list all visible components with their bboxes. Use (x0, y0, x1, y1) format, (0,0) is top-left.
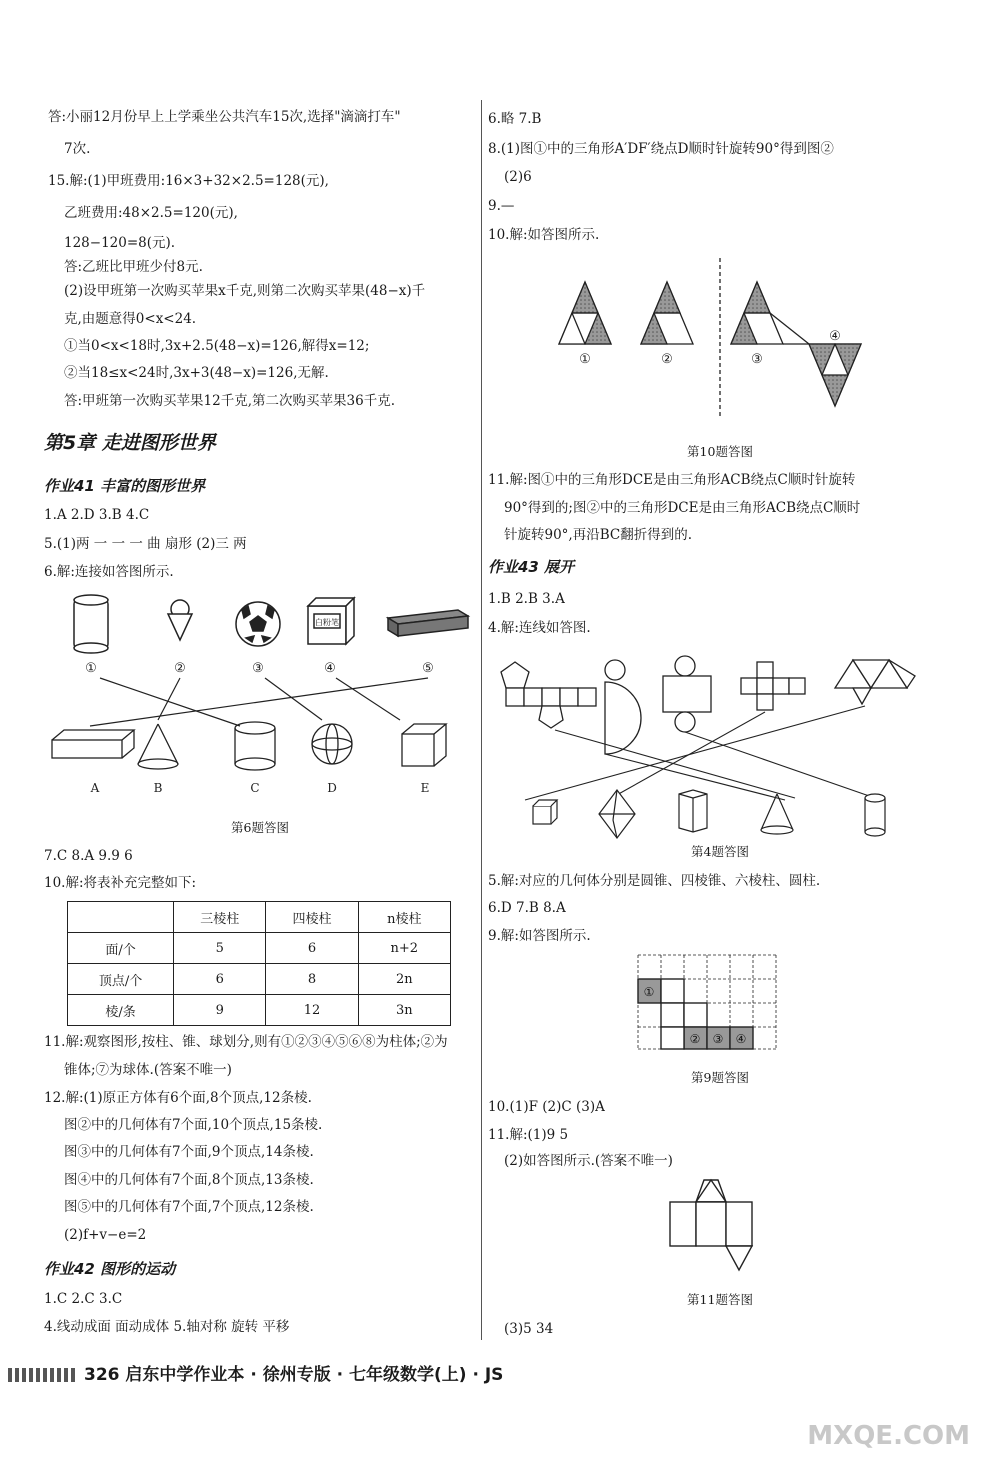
answer-line: 12.解:(1)原正方体有6个面,8个顶点,12条棱. (44, 1090, 312, 1106)
answer-line: 6.解:连接如答图所示. (44, 564, 174, 580)
net-cube (741, 662, 805, 710)
fig10-label-2: ② (661, 352, 673, 367)
small-cube-shape (533, 800, 557, 824)
fig9-label-3: ③ (712, 1032, 724, 1046)
net-cone (605, 660, 641, 754)
label-c: C (250, 781, 260, 795)
answer-line: 答:甲班第一次购买苹果12千克,第二次购买苹果36千克. (64, 393, 395, 409)
label-circle-3: ③ (252, 661, 264, 676)
answer-line: 10.解:将表补充完整如下: (44, 875, 197, 891)
table-row (68, 964, 451, 995)
net-cylinder (663, 656, 711, 732)
table-header-cell (68, 902, 174, 933)
fig10-label-1: ① (579, 352, 591, 367)
answer-line: 5.(1)两 一 一 一 曲 扇形 (2)三 两 (44, 536, 247, 552)
table-cell: 12 (266, 995, 358, 1026)
fig10-label-4: ④ (829, 329, 841, 344)
table-row (68, 995, 451, 1026)
svg-text:白粉笔: 白粉笔 (315, 618, 339, 627)
answer-line: 锥体;⑦为球体.(答案不唯一) (64, 1062, 232, 1078)
table-cell: 6 (174, 964, 266, 995)
top-trapezoid (696, 1180, 726, 1202)
answer-line: 6.略 7.B (488, 111, 542, 127)
soccer-ball-icon (236, 602, 280, 646)
answer-line: 8.(1)图①中的三角形A′DF′绕点D顺时针旋转90°得到图② (488, 141, 834, 157)
figure-11-caption: 第11题答图 (687, 1292, 753, 1307)
cuboid-shape (52, 730, 134, 758)
table-cell: 6 (266, 933, 358, 964)
answer-line: 针旋转90°,再沿BC翻折得到的. (504, 527, 693, 543)
figure-6 (40, 592, 480, 807)
connection-lines (525, 706, 875, 800)
section-title-hw42: 作业42 图形的运动 (44, 1260, 176, 1278)
chalk-box-icon (308, 598, 354, 644)
ice-cream-cone-icon (168, 600, 192, 640)
cylinder-jar-icon (74, 595, 108, 653)
answer-line: (2)6 (504, 169, 532, 185)
answer-line: 90°得到的;图②中的三角形DCE是由三角形ACB绕点C顺时 (504, 500, 861, 516)
answer-line: 11.解:观察图形,按柱、锥、球划分,则有①②③④⑤⑥⑧为柱体;②为 (44, 1034, 448, 1050)
label-e: E (420, 781, 430, 795)
answer-line: 7次. (64, 141, 91, 157)
label-circle-2: ② (174, 661, 186, 676)
label-b: B (153, 781, 163, 795)
answer-line: 11.解:图①中的三角形DCE是由三角形ACB绕点C顺时针旋转 (488, 472, 856, 488)
table-cell: 5 (174, 933, 266, 964)
table-cell: 3n (358, 995, 450, 1026)
table-cell: 2n (358, 964, 450, 995)
table-cell: 顶点/个 (68, 964, 174, 995)
chapter-title: 第5章 走进图形世界 (44, 432, 216, 454)
answer-line: ②当18≤x<24时,3x+3(48−x)=126,无解. (64, 365, 329, 381)
answer-line: 克,由题意得0<x<24. (64, 311, 197, 327)
table-cell: 棱/条 (68, 995, 174, 1026)
answer-line: 4.解:连线如答图. (488, 620, 591, 636)
table-cell: n+2 (358, 933, 450, 964)
label-circle-1: ① (85, 661, 97, 676)
answer-line: ①当0<x<18时,3x+2.5(48−x)=126,解得x=12; (64, 338, 370, 354)
label-circle-4: ④ (324, 661, 336, 676)
answer-line: 图④中的几何体有7个面,8个顶点,13条棱. (64, 1172, 314, 1188)
column-divider (481, 100, 482, 1340)
cone-solid-shape (761, 794, 793, 834)
fig10-label-3: ③ (751, 352, 763, 367)
prism-table (67, 901, 451, 1026)
cube-shape (402, 724, 446, 766)
answer-line: 答:小丽12月份早上上学乘坐公共汽车15次,选择"滴滴打车" (48, 109, 401, 125)
fig9-label-1: ① (643, 985, 655, 999)
answer-line: 1.A 2.D 3.B 4.C (44, 507, 150, 523)
table-row (68, 933, 451, 964)
label-circle-5: ⑤ (422, 661, 434, 676)
answer-line: 乙班费用:48×2.5=120(元), (64, 205, 238, 221)
table-header-cell: 四棱柱 (266, 902, 358, 933)
net-hexagonal-prism (501, 662, 596, 728)
answer-line: 15.解:(1)甲班费用:16×3+32×2.5=128(元), (48, 173, 329, 189)
answer-line: 7.C 8.A 9.9 6 (44, 848, 133, 864)
label-d: D (327, 781, 337, 795)
answer-line: 9.— (488, 198, 515, 214)
fig9-label-4: ④ (735, 1032, 747, 1046)
figure-11 (668, 1178, 778, 1278)
cone-shape (138, 724, 178, 769)
answer-line: 图③中的几何体有7个面,9个顶点,14条棱. (64, 1144, 314, 1160)
fig9-label-2: ② (689, 1032, 701, 1046)
answer-line: 答:乙班比甲班少付8元. (64, 259, 203, 275)
table-cell: 面/个 (68, 933, 174, 964)
figure-10-caption: 第10题答图 (687, 444, 753, 459)
answer-line: 6.D 7.B 8.A (488, 900, 566, 916)
section-title-hw43: 作业43 展开 (488, 558, 575, 576)
figure-4-caption: 第4题答图 (691, 844, 749, 859)
figure-6-caption: 第6题答图 (231, 820, 289, 835)
connection-lines (90, 678, 428, 726)
label-a: A (90, 781, 100, 795)
footer-decoration (8, 1368, 78, 1382)
answer-line: 128−120=8(元). (64, 235, 176, 251)
cylinder-solid-shape (865, 794, 885, 836)
octahedron-shape (599, 790, 635, 838)
page-footer (8, 1360, 503, 1385)
footer-text: 326 启东中学作业本 · 徐州专版 · 七年级数学(上) · JS (84, 1365, 504, 1385)
answer-line: 10.解:如答图所示. (488, 227, 600, 243)
answer-line: (2)如答图所示.(答案不唯一) (504, 1153, 673, 1169)
answer-line: 9.解:如答图所示. (488, 928, 591, 944)
answer-line: 10.(1)F (2)C (3)A (488, 1099, 605, 1115)
net-square-pyramid (835, 660, 915, 704)
section-title-hw41: 作业41 丰富的图形世界 (44, 477, 206, 495)
answer-line: 5.解:对应的几何体分别是圆锥、四棱锥、六棱柱、圆柱. (488, 873, 821, 889)
answer-line: (2)f+v−e=2 (64, 1227, 147, 1243)
figure-9-caption: 第9题答图 (691, 1070, 749, 1085)
answer-line: (3)5 34 (504, 1321, 554, 1337)
table-header-row (68, 902, 451, 933)
watermark: MXQE.COM (807, 1421, 970, 1451)
answer-line: 图②中的几何体有7个面,10个顶点,15条棱. (64, 1117, 323, 1133)
figure-9 (638, 955, 776, 1051)
answer-line: 4.线动成面 面动成体 5.轴对称 旋转 平移 (44, 1319, 290, 1335)
figure-4 (495, 648, 915, 848)
hexagonal-prism-shape (679, 790, 707, 832)
answer-line: 1.B 2.B 3.A (488, 591, 565, 607)
figure-10 (555, 258, 885, 418)
cylinder-shape (235, 722, 275, 770)
table-cell: 8 (266, 964, 358, 995)
sphere-shape (312, 724, 352, 764)
answer-line: 1.C 2.C 3.C (44, 1291, 123, 1307)
table-header-cell: n棱柱 (358, 902, 450, 933)
table-header-cell: 三棱柱 (174, 902, 266, 933)
answer-line: 图⑤中的几何体有7个面,7个顶点,12条棱. (64, 1199, 314, 1215)
table-cell: 9 (174, 995, 266, 1026)
answer-line: (2)设甲班第一次购买苹果x千克,则第二次购买苹果(48−x)千 (64, 283, 426, 299)
answer-line: 11.解:(1)9 5 (488, 1127, 569, 1143)
bottom-triangle (726, 1246, 752, 1270)
brick-prism-icon (388, 610, 468, 636)
